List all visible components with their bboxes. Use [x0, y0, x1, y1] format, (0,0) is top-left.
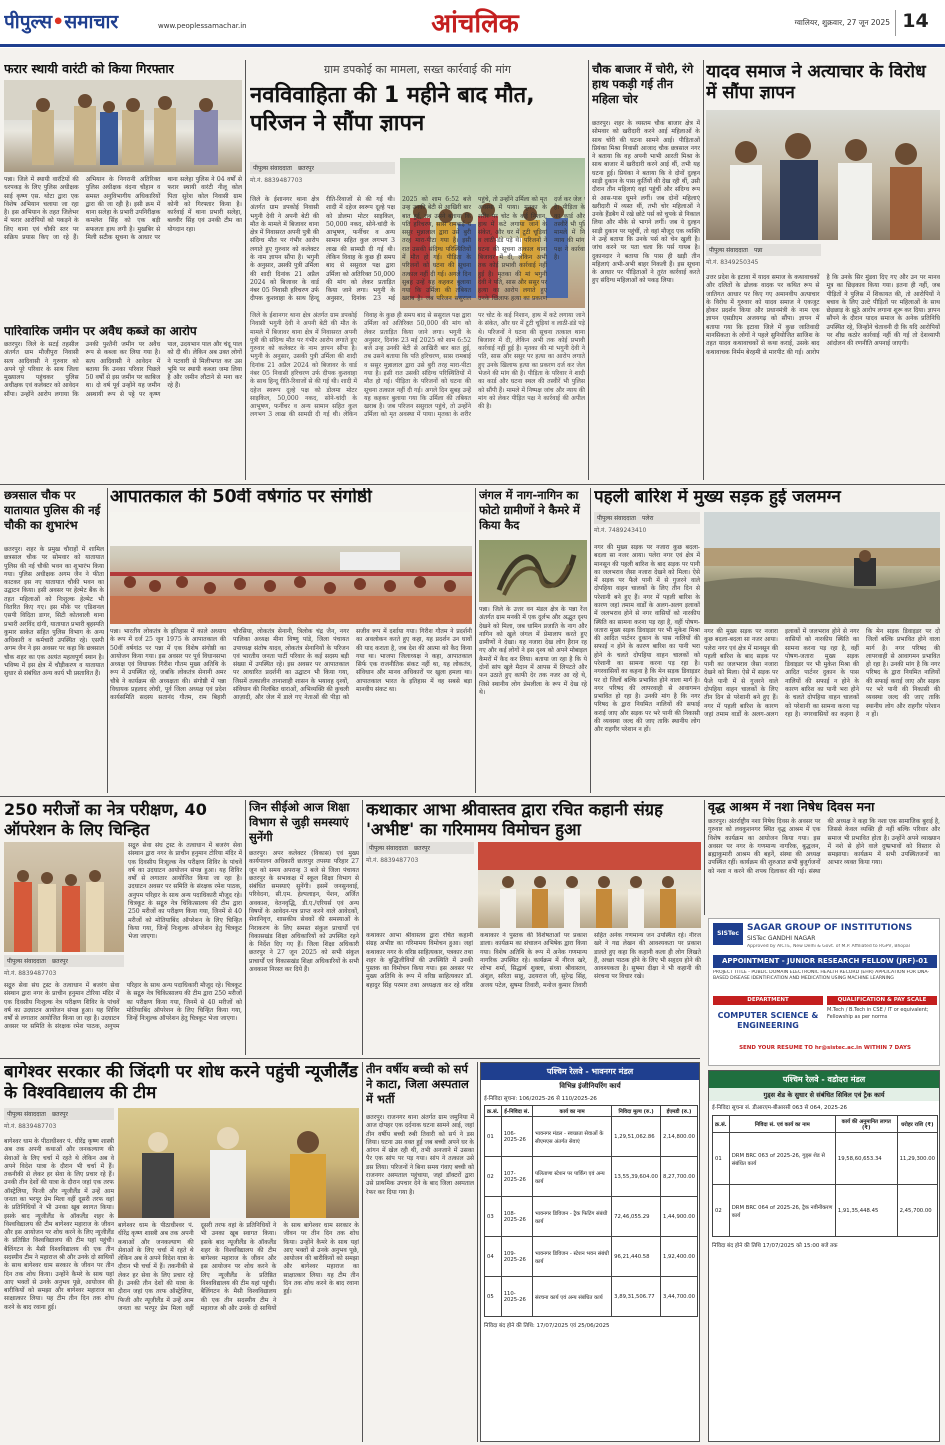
section-divider	[0, 796, 945, 797]
column-rule	[588, 60, 589, 480]
story-body: पन्ना। जिले में स्थायी वारंटियों की धरपकड़ के लिए पुलिस अधीक्षक साई कृष्ण एस. थोटा द्वारा एक विशेष अभियान चलाया जा रहा है। इस अभियान के तहत जिलेभर में फरार आरोपियों को पकड़ने के लिए थाना एवं चौकी स्तर पर सक्रिय प्रयास किए जा रहे हैं। अभियान के निगरानी अतिरिक्त पुलिस अधीक्षक वंदना चौहान व समस्त अनुविभागीय अधिकारियों द्वारा की जा रही है। इसी क्रम में थाना सलेहा के प्रभारी उपनिरीक्षक कमलेश सिंह को एक बड़ी सफलता हाथ लगी है। मुखबिर से मिली सटीक सूचना के आधार पर थाना सलेहा पुलिस ने 04 वर्षों से फरार स्थायी वारंटी नीलू कोल पिता सुरेश कोल निवासी ग्राम कोनी को गिरफ्तार किया है। कार्रवाई में थाना प्रभारी सलेहा, बलवीर सिंह एवं उनकी टीम का योगदान रहा।	[4, 176, 242, 241]
column-rule	[703, 60, 704, 480]
cell: 3,44,700.00	[660, 1277, 697, 1317]
col-sno: क्र.सं.	[713, 1116, 730, 1133]
snake-photo	[479, 540, 587, 602]
brand-logo[interactable]: पीपुल्स•समाचार	[4, 11, 119, 33]
story-body: कथाकार आभा श्रीवास्तव द्वारा रचित कहानी संग्रह अभीष्ट का गरिमामय विमोचन हुआ। जहां कथाकार नगर के वरिष्ठ साहित्यकार, पत्रकार तथा शहर के बुद्धिजीवियों की उपस्थिति में उनकी पुस्तक का विमोचन किया गया। इस अवसर पर मुख्य अतिथि के रूप में वरिष्ठ साहित्यकार डॉ. बहादुर सिंह परमार तथा अध्यक्षता कर रहे वरिष्ठ कथाकार ने पुस्तक की विशेषताओं पर प्रकाश डाला। कार्यक्रम का संचालन अभिषेक द्वारा किया गया। विशेष अतिथि के रूप में अनेक गणमान्य नागरिक उपस्थित रहे। कार्यक्रम में नीरज खरे, शोभा शर्मा, सिद्धार्थ शुक्ला, संध्या श्रीवास्तव, अंशुल, सरिता साहू, उदयराज जी, सुरेन्द्र सिंह, अजय पटेल, सुषमा तिवारी, मनोज कुमार तिवारी सहित अनेक गणमान्य जन उपस्थित रहे। नीरज खरे ने गद्य लेखन की आवश्यकता पर प्रकाश डालते हुए कहा कि कहानी कला ही लोग लिखते हैं, अच्छा पाठक होने के लिए भी सहृदय होने की आवश्यकता है। सुषमा दीक्षा ने भी कहानी की संरचना पर विचार रखे।	[366, 932, 701, 989]
byline	[594, 512, 700, 524]
sistec-advertisement[interactable]	[708, 918, 940, 1066]
cell: 106-2025-26	[501, 1117, 532, 1157]
ad-qualification: M.Tech / B.Tech in CSE / IT or equivalent; Fellowship as per norms	[827, 1007, 929, 1020]
cell: 2,14,800.00	[660, 1117, 697, 1157]
flooded-road-photo	[704, 512, 940, 624]
cell: 2,45,700.00	[897, 1185, 937, 1237]
cell: 02	[485, 1157, 502, 1197]
tender-org: पश्चिम रेलवे - भावनगर मंडल	[481, 1063, 699, 1080]
ad-dept-label: DEPARTMENT	[713, 996, 823, 1005]
cell: संरचना कार्य एवं अन्य संबंधित कार्य	[532, 1277, 611, 1317]
story-body-continued	[118, 1222, 359, 1442]
mobile: मो.नं. 8839487703	[250, 177, 303, 184]
cell: भावनगर मंडल - स्वच्छता सेवाओं के सीएमएस अंतर्गत सेवाएं	[532, 1117, 611, 1157]
tender-footer: निविदा बंद होने की तिथि 17/07/2025 को 15:00 बजे तक	[712, 1243, 838, 1249]
col-deposit: धरोहर राशि (₹)	[897, 1116, 937, 1133]
headline: फरार स्थायी वारंटी को किया गिरफ्तार	[4, 62, 174, 76]
masthead	[0, 0, 945, 48]
table-row	[485, 1117, 698, 1157]
book-launch-body	[366, 932, 701, 1055]
cell: 19,58,60,653.34	[835, 1133, 897, 1185]
protest-photo	[706, 110, 940, 240]
research-team-photo	[118, 1108, 359, 1218]
kicker: ग्राम डपकोई का मामला, सख्त कार्रवाई की मांग	[324, 63, 511, 76]
ad-approval: Approved by AICTE, New Delhi & Govt. of M.P. Affiliated to RGPV, Bhopal	[747, 944, 910, 949]
section-divider	[0, 1058, 700, 1059]
seminar-photo	[110, 512, 472, 624]
flooded-road-image	[704, 512, 940, 624]
story-snake-photo	[479, 488, 587, 793]
story-market-theft	[592, 62, 700, 482]
tender-bhavnagar	[480, 1062, 700, 1442]
cell: 01	[713, 1133, 730, 1185]
story-body: सद्गुरु सेवा संघ ट्रस्ट के तत्वाधान में बजरंग सेवा संस्थान द्वारा नगर के प्राचीन हनुमान टोरिया मंदिर में एक दिवसीय निःशुल्क नेत्र परीक्षण शिविर के पांचवें वर्ष का उदघाटन आयोजन संपन्न हुआ। यह शिविर वर्षों से लगातार आयोजित किया जा रहा है। उदघाटन अवसर पर समिति के संरक्षक रमेश पाठक, अनुपम परिहार के साथ अन्य पदाधिकारी मौजूद रहे। चित्रकूट के सद्गुरु नेत्र चिकित्सालय की टीम द्वारा 250 मरीजों का परीक्षण किया गया, जिनमें से 40 मरीजों को मोतियाबिंद ऑपरेशन के लिए चिन्हित किया गया, जिन्हें निःशुल्क ऑपरेशन हेतु चित्रकूट भेजा जाएगा।	[4, 982, 242, 1031]
headline: 250 मरीजों का नेत्र परीक्षण, 40 ऑपरेशन के लिए चिन्हित	[4, 800, 207, 839]
story-book-launch	[366, 800, 701, 928]
cell: 05	[485, 1277, 502, 1317]
column-rule	[477, 1062, 478, 1442]
story-snake-bite	[366, 1062, 474, 1442]
headline: पहली बारिश में मुख्य सड़क हुई जलमग्न	[594, 488, 841, 507]
continued-text: बागेश्वर धाम के पीठाधीश्वर पं. धीरेंद्र कृष्ण शास्त्री अब तक अपनी कथाओं और जनकल्याण की सेवाओं के लिए चर्चा में रहते थे लेकिन अब वे अपने विदेश यात्रा के दौरान भी चर्चा में हैं। तकनीकी से लेकर हर सेवा के लिए प्रचार रहे हैं। उनकी तीन देशों की यात्रा के दौरान जहां एक तरफ ऑस्ट्रेलिया, फिजी और न्यूजीलैंड में उन्हें आम जनता का भरपूर प्रेम मिला वहीं दूसरी तरफ वहां के प्रतिनिधियों ने भी उनका खूब स्वागत किया। इसके बाद न्यूजीलैंड के ऑकलैंड शहर के विश्वविद्यालय की टीम बागेश्वर महाराज के जीवन और इस आयोजन पर शोध करने के लिए न्यूजीलैंड के प्रतिष्ठित विश्वविद्यालय की टीम यहां पहुंची। बैलिंगटन के मैसी विश्वविद्यालय की एक तीन सदस्यीय टीम ने महाराज श्री और उनके दो साथियों के साथ बागेश्वर धाम सरकार के जीवन पर तीन दिन तक शोध किया। उन्होंने कैमरे के साथ यहां आए भक्तों से उनके अनुभव पूछे, आयोजन की बारीकियों को समझा और बागेश्वर महाराज का साक्षात्कार लिया। यह टीम तीन दिन तक शोध करने के बाद रवाना हुई।	[118, 1222, 359, 1312]
column-rule	[590, 488, 591, 793]
research-team-image	[118, 1108, 359, 1218]
column-rule	[107, 488, 108, 793]
cell: 01	[485, 1117, 502, 1157]
cell: 8,27,700.00	[660, 1157, 697, 1197]
story-bageshwar-research	[4, 1062, 359, 1442]
police-photo	[4, 80, 242, 172]
cell: 04	[485, 1237, 502, 1277]
headline: आपातकाल की 50वीं वर्षगांठ पर संगोष्ठी	[110, 488, 372, 507]
byline-place: छतरपुर	[51, 958, 68, 965]
story-body: उत्तर प्रदेश के इटावा में यादव समाज के कथावाचकों और दलितों के ढोलक वादक पर कथित रूप से जातिगत आधार पर किए गए अमानवीय अत्याचार के विरोध में गुरुवार को यादव समाज ने एकजुट होकर प्रदर्शन किया और प्रधानमंत्री के नाम एक ज्ञापन एसडीएम अजयगढ़ को सौंपा। ज्ञापन में बताया गया कि इटावा जिले में कुछ जातिवादी मानसिकता के लोगों ने पहले सुनियोजित साजिश के तहत यादव कथावाचकों से कथा कराई, उसके बाद कथावाचक निर्मम बेरहमी से मारपीट की गई। आरोप है कि उनके सिर मुंडवा दिए गए और उन पर मानव मूत्र का छिड़काव किया गया। इतना ही नहीं, जब पीड़ितों ने पुलिस में शिकायत की, तो आरोपियों ने बचाव के लिए उल्टे पीड़ितों पर महिलाओं के साथ छेड़छाड़ के झूठे आरोप लगाना शुरू कर दिया। ज्ञापन सौंपने के दौरान यादव समाज के अनेक प्रतिनिधि उपस्थित रहे, जिन्होंने चेतावनी दी कि यदि आरोपियों पर शीघ्र कठोर कार्रवाई नहीं की गई तो देशव्यापी आंदोलन की रणनीति अपनाई जाएगी।	[706, 274, 940, 356]
ad-dept: COMPUTER SCIENCE & ENGINEERING	[717, 1011, 819, 1030]
page-number: 14	[895, 10, 935, 36]
tender-notice: ई-निविदा सूचना सं. डीआरएम-बीआरसी 063 से 064, 2025-26	[712, 1105, 847, 1111]
cell: 96,21,440.58	[612, 1237, 661, 1277]
cell: 11,29,300.00	[897, 1133, 937, 1185]
mobile: मो.नं. 8349250345	[706, 259, 759, 266]
ad-title: SAGAR GROUP OF INSTITUTIONS	[747, 923, 913, 933]
table-row	[485, 1237, 698, 1277]
story-body: छतरपुर। अपर कलेक्टर (विकास) एवं मुख्य कार्यपालन अधिकारी छतरपुर तपस्या परिहार 27 जून को समय अपरान्ह 3 बजे से जिला पंचायत छतरपुर के सभाकक्ष में स्कूल शिक्षा विभाग से संबंधित समस्याएं सुनेंगी। इसमें जनसुनवाई, परिवेदना, सी.एम. हेल्पलाइन, पेंशन, अर्जित अवकाश, वेतनवृद्धि, डी.ए./एरियर्स एवं अन्य विषयों के आवेदन-पत्र प्राप्त करने वाले आवेदकों, सेवानिवृत्त, शासकीय सेवकों की समस्याओं के निराकरण के लिए समस्त संकुल प्राचार्यों एवं विकासखंड शिक्षा अधिकारियों को उपस्थित रहने के निर्देश दिए गए हैं। जिला शिक्षा अधिकारी छतरपुर ने 27 जून 2025 को सभी संकुल प्राचार्यों एवं विकासखंड शिक्षा अधिकारियों के सभी अवकाश निरस्त कर दिये हैं।	[249, 850, 359, 973]
cell: 72,46,055.29	[612, 1197, 661, 1237]
cell: 1,92,400.00	[660, 1237, 697, 1277]
byline	[4, 1108, 114, 1120]
headline: यादव समाज ने अत्याचार के विरोध में सौंपा ज्ञापन	[706, 62, 926, 103]
cell: पलिताणा स्टेशन पर पार्किंग एवं अन्य कार्य	[532, 1157, 611, 1197]
tender-footer: निविदा बंद होने की तिथि: 17/07/2025 एवं 25/06/2025	[484, 1323, 610, 1329]
tender-title: विभिन्न इंजीनियरिंग कार्य	[559, 1082, 621, 1090]
story-waterlogging	[594, 488, 940, 793]
site-url[interactable]: www.peoplessamachar.in	[158, 22, 247, 30]
byline	[4, 955, 124, 967]
ad-project: PROJECT TITLE - PUBLIC DOMAIN ELECTRONIC HEALTH RECORD (EHR) APPLICATION FOR DNA-BASED DISEASE IDENTIFICATION AND MEDICATION USING MACHINE LEARNING	[713, 970, 930, 981]
headline: नवविवाहिता की 1 महीने बाद मौत, परिजन ने सौंपा ज्ञापन	[250, 83, 535, 136]
column-rule	[704, 800, 705, 915]
column-rule	[475, 488, 476, 793]
table-row	[485, 1197, 698, 1237]
story-body-continued	[250, 312, 585, 482]
cell: 03	[485, 1197, 502, 1237]
story-body: पन्ना। भारतीय लोकतंत्र के इतिहास में काले अध्याय के रूप में दर्ज 25 जून 1975 के आपातकाल की 50वीं वर्षगांठ पर पन्ना में एक विशेष संगोष्ठी का आयोजन किया गया। इस अवसर पर पूर्व विधानसभा अध्यक्ष एवं विधायक गिरीश गौतम मुख्य अतिथि के रूप में उपस्थित रहे, जबकि लोकतंत्र सेनानी अमर चौबे ने कार्यक्रम की अध्यक्षता की। संगोष्ठी में पन्ना विधायक प्रहलाद लोधी, पूर्व जिला अध्यक्ष एवं प्रदेश कार्यसमिति सदस्य सतानंद गौतम, राम बिहारी चौरसिया, लोकतंत्र सेनानी, त्रिलोक चंद्र जैन, नगर पालिका अध्यक्ष मीना विष्णु पांडे, जिला पंचायत उपाध्यक्ष संतोष यादव, लोकतंत्र सेनानियों के परिजन एवं भारतीय जनता पार्टी परिवार के कई सदस्य बड़ी संख्या में उपस्थित रहे। इस अवसर पर आपातकाल पर आधारित प्रदर्शनी का उद्घाटन भी किया गया, जिसमें तत्कालीन तानाशाही शासन के भयावह दृश्यों, संविधान की निलंबित धाराओं, अभिव्यक्ति की कुचली आज़ादी, और जेल में डाले गए नेताओं की पीड़ा को सजीव रूप में दर्शाया गया। गिरीश गौतम ने प्रदर्शनी का अवलोकन करते हुए कहा, यह प्रदर्शन उन घावों की याद कराता है, जब देश की आत्मा को कैद किया गया था। भाजपा जिलाध्यक्ष ने कहा, आपातकाल सिर्फ एक राजनीतिक संकट नहीं था, यह लोकतंत्र, संविधान और मानव अधिकारों पर खुला हमला था। आपातकाल भारत के इतिहास में वह सबसे बड़ा मानवीय संकट था।	[110, 628, 472, 702]
col-work: कार्य का नाम	[532, 1106, 611, 1117]
mobile: मो.नं. 8839487703	[366, 857, 419, 864]
table-row	[485, 1157, 698, 1197]
story-fugitive-arrest	[4, 62, 242, 320]
byline-place: पन्ना	[753, 247, 763, 254]
brand-right: समाचार	[64, 11, 119, 33]
byline	[250, 162, 395, 174]
col-work: निविदा सं. एवं कार्य का नाम	[729, 1116, 835, 1133]
story-ceo-education	[249, 800, 359, 1055]
table-header-row	[485, 1106, 698, 1117]
eye-camp-image	[4, 842, 124, 952]
snakes-image	[479, 540, 587, 602]
brand-left: पीपुल्स	[4, 11, 53, 33]
table-row	[485, 1277, 698, 1317]
story-anti-drug-day	[708, 800, 940, 914]
story-body-continued	[704, 628, 940, 793]
ad-qual-label: QUALIFICATION & PAY SCALE	[827, 996, 937, 1005]
story-land-encroachment	[4, 325, 242, 483]
table-header-row	[713, 1116, 938, 1133]
cell: 109-2025-26	[501, 1237, 532, 1277]
cell: 1,91,35,448.45	[835, 1185, 897, 1237]
col-sno: क्र.सं.	[485, 1106, 502, 1117]
continued-text: जिले के ईशानगर थाना क्षेत्र अंतर्गत ग्राम डपकोई निवासी भगुनी देवी ने अपनी बेटी की मौत के मामले में बिजावर थाना क्षेत्र में निवासरत अपनी पुत्री की संदिग्ध मौत पर गंभीर आरोप लगाते हुए गुरुवार को कलेक्टर के नाम ज्ञापन सौंपा है। भगुनी के अनुसार, उसकी पुत्री उर्मिला की शादी दिनांक 21 अप्रैल 2024 को बिजावर के वार्ड नंबर 05 निवासी हरिचरण उर्फ दीपक कुशवाहा के साथ हिन्दू रीति-रिवाजों से की गई थी। शादी में दहेज स्वरूप दूल्हे पक्ष को डोलमा मोटर साइकिल, 50,000 नकद, सोने-चांदी के आभूषण, फर्नीचर व अन्य सामान सहित कुल लगभग 3 लाख की सामग्री दी गई थी। लेकिन विवाह के कुछ ही समय बाद से ससुराल पक्ष द्वारा उर्मिला को अतिरिक्त 50,000 की मांग को लेकर प्रताड़ित किया जाने लगा। भगुनी के अनुसार, दिनांक 23 मई 2025 को शाम 6:52 बजे उन्ह उनकी बेटी से आखिरी बार बात हुई, तब उसने बताया कि पति हरिचरण, सास रामबाई व ससुर मुन्नालाल द्वारा उसे बुरी तरह मारा-पीटा गया है। इसी रात उसकी संदिग्ध परिस्थितियों में मौत हो गई। पीड़िता के परिजनों को घटना की सूचना तत्काल नहीं दी गई। अगले दिन सुबह उन्हें यह कहकर बुलाया गया कि उर्मिला की तबियत खराब है। जब परिजन ससुराल पहुंचे, तो उन्होंने उर्मिला को मृत अवस्था में पाया। मृतका के शरीर पर चोट के कई निशान, हाथ में कटे लगाया जाने के संकेत, और घर में टूटी चूड़ियां व लाठी-डंडे पड़े थे। परिजनों ने घटना की सूचना तत्काल थाना बिजावर में दी, लेकिन अभी तक कोई प्रभावी कार्रवाई नहीं हुई है। मृतका की मां भगुनी देवी ने पति, सास और ससुर पर हत्या का आरोप लगाते हुए उनके खिलाफ हत्या का प्रकरण दर्ज कर जेल भेजने की मांग की है। पीड़िता के परिवार ने शादी का कार्ड और घटना स्थल की तस्वीरें भी पुलिस को सौंपी हैं। मामले में निष्पक्ष जांच और न्याय की मांग को लेकर पीड़ित पक्ष ने कार्रवाई की अपील की है।	[250, 312, 585, 419]
mobile: मो.नं. 8839487703	[4, 1123, 57, 1130]
story-yadav-memorandum	[706, 62, 940, 482]
cell: 1,29,51,062.86	[612, 1117, 661, 1157]
column-rule	[362, 1062, 363, 1442]
tender-org: पश्चिम रेलवे - वडोदरा मंडल	[709, 1071, 939, 1088]
column-rule	[362, 800, 363, 1055]
dignitaries-image	[478, 842, 701, 928]
byline-name: पीपुल्स संवाददाता	[253, 165, 292, 172]
ad-logo: SISTec	[713, 923, 743, 945]
tender-table	[484, 1105, 698, 1317]
byline-name: पीपुल्स संवाददाता	[709, 247, 748, 254]
headline: तीन वर्षीय बच्ची को सर्प ने काटा, जिला अस्पताल में भर्ती	[366, 1062, 469, 1106]
headline: जंगल में नाग-नागिन का फोटो ग्रामीणों ने कैमरे में किया कैद	[479, 488, 580, 533]
headline: बागेश्वर सरकार की जिंदगी पर शोध करने पहुंची न्यूजीलैंड के विश्वविद्यालय की टीम	[4, 1062, 358, 1104]
ad-banner: APPOINTMENT - JUNIOR RESEARCH FELLOW (JRF)-01	[713, 955, 937, 968]
masthead-rule	[0, 44, 945, 47]
byline-place: छतरपुर	[51, 1111, 68, 1118]
ad-apply[interactable]: SEND YOUR RESUME TO hr@sistec.ac.in WITHIN 7 DAYS	[739, 1045, 911, 1051]
story-body: छतरपुर। अंतर्राष्ट्रीय नशा निषेध दिवस के अवसर पर गुरुवार को लवकुशनगर स्थित वृद्ध आश्रम में एक विशेष कार्यक्रम का आयोजन किया गया। इस अवसर पर नगर के गणमान्य नागरिक, बुद्धजन, ब्रह्माकुमारी आश्रम की बहनें, संस्था की अध्यक्ष उपस्थित रहीं। कार्यक्रम की शुरुआत सभी बुजुर्गजनों को नशा न करने की शपथ दिलाकर की गई। संस्था की अध्यक्ष ने कहा कि नशा एक सामाजिक बुराई है, जिससे केवल व्यक्ति ही नहीं बल्कि परिवार और समाज भी प्रभावित होता है। उन्होंने अपने व्याख्यान में नशे से होने वाले दुष्प्रभावों को विस्तार से समझाया। कार्यक्रम में सभी उपस्थितजनों का आभार व्यक्त किया गया।	[708, 818, 940, 875]
col-emd: ईएमडी (रु.)	[660, 1106, 697, 1117]
cell: DRM BRC 064 of 2025-26, ट्रैक नवीनीकरण कार्य	[729, 1185, 835, 1237]
col-tender-no: ई-निविदा सं.	[501, 1106, 532, 1117]
story-body-continued	[128, 842, 242, 980]
section-title: आंचलिक	[431, 9, 519, 38]
book-launch-photo	[478, 842, 701, 928]
cell: 1,44,900.00	[660, 1197, 697, 1237]
tender-vadodara	[708, 1070, 940, 1442]
column-rule	[245, 800, 246, 1055]
cell: 110-2025-26	[501, 1277, 532, 1317]
col-cost: कार्य की अनुमानित लागत (₹)	[835, 1116, 897, 1133]
story-body: पन्ना। जिले के उत्तर वन मंडल क्षेत्र के पन्ना रेंज अंतर्गत ग्राम मनकी में एक दुर्लभ और अद्भुत दृश्य देखने को मिला, जब धामिन प्रजाति के नाग और नागिन को खुले जंगल में प्रेमालाप करते हुए ग्रामीणों ने देखा। यह नजारा देख लोग हैरान रह गए और कई लोगों ने इस दृश्य को अपने मोबाइल कैमरों में कैद कर लिया। बताया जा रहा है कि ये दोनों सांप खुले मैदान में आपस में लिपटते और फन उठाते हुए काफी देर तक नजर आ रहे थे, जिसे स्थानीय लोग प्रेमलीला के रूप में देख रहे थे।	[479, 606, 587, 696]
story-body: नगर की मुख्य सड़क पर नजारा कुछ बदला-बदला सा नजर आया। पलेरा नगर एवं क्षेत्र में मानसून की पहली बारिश के बाद सड़क पर पानी का जलभराव जैसा नजारा देखने को मिला। ऐसे में सड़क पर फैले पानी में से गुजरने वाले दोपहिया वाहन चालकों के लिए तीन दिन से परेशानी बने हुए हैं। नगर में पहली बारिश के कारण जहां तमाम वार्डों के अलग-अलग इलाकों में जलभराव होने से नगर वासियों को नारकीय स्थिति का सामना करना पड़ रहा है, वहीं पोषण-जतारा मुख्य सड़क डिवाइडर पर भी मुकेश मिश्रा की आदित पार्टनर दुकान के पास नालियों की सफाई न होने के कारण बारिश का पानी भरा होने के चलते दोपहिया वाहन चालकों को परेशानी का सामना करना पड़ रहा है। नगरवासियों का कहना है कि मेन सड़क डिवाइडर पर दो जिलों बल्कि प्रभावित होने वाला मार्ग है। नगर परिषद की लापरवाही से आवागमन प्रभावित हो रहा है। उनकी मांग है कि नगर परिषद के द्वारा नियमित नालियों की सफाई कराई जाए और सड़क पर भरे पानी की निकासी की व्यवस्था जल्द की जाए ताकि स्थानीय लोग और राहगीर परेशान न हों।	[594, 544, 700, 734]
story-body: जिले के ईशानगर थाना क्षेत्र अंतर्गत ग्राम डपकोई निवासी भगुनी देवी ने अपनी बेटी की मौत के मामले में बिजावर थाना क्षेत्र में निवासरत अपनी पुत्री की संदिग्ध मौत पर गंभीर आरोप लगाते हुए गुरुवार को कलेक्टर के नाम ज्ञापन सौंपा है। भगुनी के अनुसार, उसकी पुत्री उर्मिला की शादी दिनांक 21 अप्रैल 2024 को बिजावर के वार्ड नंबर 05 निवासी हरिचरण उर्फ दीपक कुशवाहा के साथ हिन्दू रीति-रिवाजों से की गई थी। शादी में दहेज स्वरूप दूल्हे पक्ष को डोलमा मोटर साइकिल, 50,000 नकद, सोने-चांदी के आभूषण, फर्नीचर व अन्य सामान सहित कुल लगभग 3 लाख की सामग्री दी गई थी। लेकिन विवाह के कुछ ही समय बाद से ससुराल पक्ष द्वारा उर्मिला को अतिरिक्त 50,000 की मांग को लेकर प्रताड़ित किया जाने लगा। भगुनी के अनुसार, दिनांक 23 मई	[250, 196, 395, 303]
cell: 108-2025-26	[501, 1197, 532, 1237]
mobile: मो.नं. 7489243410	[594, 527, 647, 534]
story-traffic-post	[4, 488, 104, 793]
story-body: छतरपुर। राजनगर थाना अंतर्गत ग्राम जमुनिया में आज दोपहर एक दर्दनाक घटना सामने आई, जहां तीन वर्षीय बच्ची रुबी तिवारी को सर्प ने डस लिया। घटना उस वक्त हुई जब बच्ची अपने घर के आंगन में खेल रही थी, तभी अनजाने में उसका पैर एक सांप पर पड़ गया। सांप ने तत्काल उसे डस लिया। परिजनों ने बिना समय गंवाए बच्ची को राजनगर अस्पताल पहुंचाया, जहां डॉक्टरों द्वारा उसे प्राथमिक उपचार देने के बाद जिला अस्पताल रेफर कर दिया गया है।	[366, 1114, 474, 1196]
byline-name: पीपुल्स संवाददाता	[7, 958, 46, 965]
eye-camp-photo	[4, 842, 124, 952]
continued-text: सद्गुरु सेवा संघ ट्रस्ट के तत्वाधान में बजरंग सेवा संस्थान द्वारा नगर के प्राचीन हनुमान टोरिया मंदिर में एक दिवसीय निःशुल्क नेत्र परीक्षण शिविर के पांचवें वर्ष का उदघाटन आयोजन संपन्न हुआ। यह शिविर वर्षों से लगातार आयोजित किया जा रहा है। उदघाटन अवसर पर समिति के संरक्षक रमेश पाठक, अनुपम परिहार के साथ अन्य पदाधिकारी मौजूद रहे। चित्रकूट के सद्गुरु नेत्र चिकित्सालय की टीम द्वारा 250 मरीजों का परीक्षण किया गया, जिनमें से 40 मरीजों को मोतियाबिंद ऑपरेशन के लिए चिन्हित किया गया, जिन्हें निःशुल्क ऑपरेशन हेतु चित्रकूट भेजा जाएगा।	[128, 842, 242, 941]
headline: कथाकार आभा श्रीवास्तव द्वारा रचित कहानी संग्रह 'अभीष्ट' का गरिमामय विमोचन हुआ	[366, 800, 663, 839]
cell: 107-2025-26	[501, 1157, 532, 1197]
tender-title: गुड्स शेड के सुधार से संबंधित सिविल एवं ट्रैक कार्य	[709, 1088, 939, 1101]
byline-place: छतरपुर	[297, 165, 314, 172]
story-eye-camp	[4, 800, 242, 1055]
byline-name: पीपुल्स संवाददाता	[597, 515, 636, 522]
story-body: छतरपुर। शहर के व्यस्तम चौक बाजार क्षेत्र में सोमवार को खरीदारी करने आई महिलाओं के साथ चोरी की घटना सामने आई। पीड़िताओं प्रियंका मिश्रा निवासी आजाद चौक छत्रसाल नगर ने बताया कि वह अपनी भाभी आरती मिश्रा के साथ बाजार में खरीदारी करने आई थीं, तभी यह घटना हुई। प्रियंका ने बताया कि वे दोनों दुल्हन साड़ी दुकान के पास कुर्तियों की देख रही थीं, उसी दौरान तीन महिलाएं वहां पहुंचीं और संदिग्ध रूप से आस-पास घूमने लगीं। जब दोनों महिलाएं खरीदारी में व्यस्त थीं, तभी चोर महिलाओं ने उनके हैंडबैग में रखे छोटे पर्स को चुपके से निकाल लिया और मौके से भागने लगीं। जब ये दुल्हन साड़ी दुकान पर पहुंचीं, तो वहां मौजूद एक व्यक्ति ने उन्हें बताया कि उनके पर्स को चेन खुली है। जांच करने पर पता चला कि पर्स गायब है। दुकानदार ने बताया कि पास ही खड़ी तीन महिलाएं अभी-अभी बाहर निकली हैं। इस सूचना के आधार पर पीड़िताओं ने तुरंत कार्रवाई करते हुए संदिग्ध महिलाओं को पकड़ लिया।	[592, 120, 700, 285]
headline: छत्रसाल चौक पर यातायात पुलिस की नई चौकी का शुभारंभ	[4, 488, 101, 533]
cell: 13,55,39,604.00	[612, 1157, 661, 1197]
cell: भावनगर डिविजन - ट्रैक फिटिंग संबंधी कार्य	[532, 1197, 611, 1237]
tender-table	[712, 1115, 938, 1237]
cell: DRM BRC 063 of 2025-26, गुड्स शेड से संबंधित कार्य	[729, 1133, 835, 1185]
dateline: ग्वालियर, शुक्रवार, 27 जून 2025	[794, 18, 890, 27]
byline-name: पीपुल्स संवाददाता	[369, 845, 408, 852]
table-row	[713, 1185, 938, 1237]
mobile: मो.नं. 8839487703	[4, 970, 57, 977]
protest-crowd-image	[706, 110, 940, 240]
byline	[706, 244, 821, 256]
section-divider	[0, 484, 945, 485]
cell: 3,89,31,506.77	[612, 1277, 661, 1317]
ad-campus: SISTec GANDHI NAGAR	[747, 935, 816, 942]
story-bride-death	[250, 62, 585, 482]
headline: जिन सीईओ आज शिक्षा विभाग से जुड़ी समस्याएं सुनेंगी	[249, 800, 350, 844]
byline-name: पीपुल्स संवाददाता	[7, 1111, 46, 1118]
story-body: छतरपुर। जिले के सटई तहसील अंतर्गत ग्राम मौजीपुरा निवासी सत्य आदिवासी ने गुरुवार को अपने पूरे परिवार के साथ जिला मुख्यालय पहुंचकर पुलिस अधीक्षक एवं कलेक्टर को आवेदन सौंपा। उन्होंने आरोप लगाया कि उनकी पुश्तैनी जमीन पर अवैध रूप से कब्जा कर लिया गया है। सत्य आदिवासी ने आवेदन में बताया कि उनका परिवार पिछले 50 वर्षों से इस जमीन पर काबिज था। दो वर्ष पूर्व उन्होंने यह जमीन अस्थायी रूप से पट्टे पर कृष्ण पाल, उदयभान पाल और चंदू पाल को दी थी। लेकिन अब उक्त लोगों ने पटवारी से मिलीभगत कर उस भूमि पर स्थायी कब्जा जमा लिया है और जमीन लौटाने से मना कर रहे हैं।	[4, 341, 242, 398]
headline: पारिवारिक जमीन पर अवैध कब्जे का आरोप	[4, 325, 197, 338]
story-body: बागेश्वर धाम के पीठाधीश्वर पं. धीरेंद्र कृष्ण शास्त्री अब तक अपनी कथाओं और जनकल्याण की सेवाओं के लिए चर्चा में रहते थे लेकिन अब वे अपने विदेश यात्रा के दौरान भी चर्चा में हैं। तकनीकी से लेकर हर सेवा के लिए प्रचार रहे हैं। उनकी तीन देशों की यात्रा के दौरान जहां एक तरफ ऑस्ट्रेलिया, फिजी और न्यूजीलैंड में उन्हें आम जनता का भरपूर प्रेम मिला वहीं दूसरी तरफ वहां के प्रतिनिधियों ने भी उनका खूब स्वागत किया। इसके बाद न्यूजीलैंड के ऑकलैंड शहर के विश्वविद्यालय की टीम बागेश्वर महाराज के जीवन और इस आयोजन पर शोध करने के लिए न्यूजीलैंड के प्रतिष्ठित विश्वविद्यालय की टीम यहां पहुंची। बैलिंगटन के मैसी विश्वविद्यालय की एक तीन सदस्यीय टीम ने महाराज श्री और उनके दो साथियों के साथ बागेश्वर धाम सरकार के जीवन पर तीन दिन तक शोध किया। उन्होंने कैमरे के साथ यहां आए भक्तों से उनके अनुभव पूछे, आयोजन की बारीकियों को समझा और बागेश्वर महाराज का साक्षात्कार लिया। यह टीम तीन दिन तक शोध करने के बाद रवाना हुई।	[4, 1138, 114, 1311]
story-emergency-seminar	[110, 488, 472, 793]
headline: चौक बाजार में चोरी, रंगे हाथ पकड़ी गई तीन महिला चोर	[592, 62, 694, 106]
column-rule	[245, 60, 246, 480]
byline	[366, 842, 474, 854]
continued-text: नगर की मुख्य सड़क पर नजारा कुछ बदला-बदला सा नजर आया। पलेरा नगर एवं क्षेत्र में मानसून की पहली बारिश के बाद सड़क पर पानी का जलभराव जैसा नजारा देखने को मिला। ऐसे में सड़क पर फैले पानी में से गुजरने वाले दोपहिया वाहन चालकों के लिए तीन दिन से परेशानी बने हुए हैं। नगर में पहली बारिश के कारण जहां तमाम वार्डों के अलग-अलग इलाकों में जलभराव होने से नगर वासियों को नारकीय स्थिति का सामना करना पड़ रहा है, वहीं पोषण-जतारा मुख्य सड़क डिवाइडर पर भी मुकेश मिश्रा की आदित पार्टनर दुकान के पास नालियों की सफाई न होने के कारण बारिश का पानी भरा होने के चलते दोपहिया वाहन चालकों को परेशानी का सामना करना पड़ रहा है। नगरवासियों का कहना है कि मेन सड़क डिवाइडर पर दो जिलों बल्कि प्रभावित होने वाला मार्ग है। नगर परिषद की लापरवाही से आवागमन प्रभावित हो रहा है। उनकी मांग है कि नगर परिषद के द्वारा नियमित नालियों की सफाई कराई जाए और सड़क पर भरे पानी की निकासी की व्यवस्था जल्द की जाए ताकि स्थानीय लोग और राहगीर परेशान न हों।	[704, 628, 940, 718]
seminar-audience-image	[110, 512, 472, 624]
police-officers-image	[4, 80, 242, 172]
col-value: निविदा मूल्य (रु.)	[612, 1106, 661, 1117]
byline-place: पलेरा	[641, 515, 654, 522]
story-body: छतरपुर। शहर के प्रमुख चौराहों में शामिल छत्रसाल चौक पर सोमवार को यातायात पुलिस की नई चौकी भवन का शुभारंभ किया गया। पुलिस अधीक्षक अगम जैन ने फीता काटकर इस नए यातायात चौकी भवन का उद्घाटन किया। इसी अवसर पर हेल्मेट बैंक के तहत महिलाओं को निःशुल्क हेल्मेट भी वितरित किए गए। इस मौके पर एडिशनल एसपी विदिता डागर, सिटी कोतवाली थाना प्रभारी अरविंद दांगी, यातायात प्रभारी बृहस्पति कुमार साकेत सहित पुलिस विभाग के अन्य अधिकारी व कर्मचारी उपस्थित रहे। एसपी अगम जैन ने इस अवसर पर कहा कि छत्रसाल चौक शहर का एक अत्यंत महत्वपूर्ण स्थान है। भविष्य में इस क्षेत्र में चौड़ीकरण व यातायात सुधार से संबंधित अन्य कार्य भी प्रस्तावित हैं।	[4, 546, 104, 678]
table-row	[713, 1133, 938, 1185]
cell: 02	[713, 1185, 730, 1237]
tender-notice: ई-निविदा सूचना: 106/2025-26 से 110/2025-26	[484, 1096, 597, 1102]
headline: वृद्ध आश्रम में नशा निषेध दिवस मना	[708, 800, 875, 814]
byline-place: छतरपुर	[413, 845, 430, 852]
cell: भावनगर डिविजन - स्टेशन भवन संबंधी कार्य	[532, 1237, 611, 1277]
